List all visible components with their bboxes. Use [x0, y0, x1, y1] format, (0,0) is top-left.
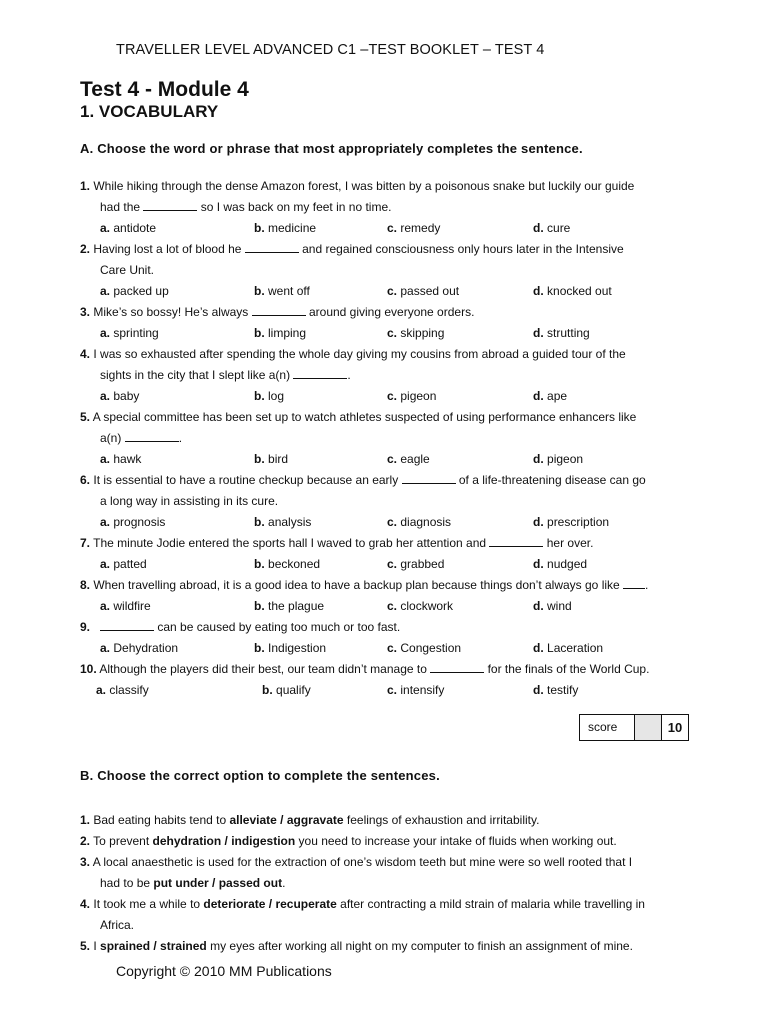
option-c[interactable]: c. grabbed [387, 557, 445, 571]
score-label: score [580, 715, 635, 740]
question-number: 8. [80, 578, 91, 592]
options-row [80, 386, 690, 407]
question-number: 5. [80, 410, 91, 424]
question-text: Having lost a lot of blood he [93, 242, 245, 256]
question-text: Care Unit. [100, 263, 155, 277]
question-text: my eyes after working all night on my computer to finish an assignment of mine. [206, 939, 633, 953]
option-d[interactable]: d. Laceration [533, 641, 604, 655]
question-text: I was so exhausted after spending the whole day giving my cousins from abroad a guided tour of the [93, 347, 626, 361]
option-a[interactable]: a. hawk [100, 452, 142, 466]
question-b2 [80, 831, 690, 852]
option-d[interactable]: d. nudged [533, 557, 588, 571]
question-number: 1. [80, 813, 91, 827]
option-a[interactable]: a. packed up [100, 284, 169, 298]
options-row [80, 596, 690, 617]
answer-blank [125, 430, 179, 442]
question-text: can be caused by eating too much or too fast. [154, 620, 401, 634]
question-text: Africa. [100, 918, 135, 932]
section-title: 1. VOCABULARY [80, 102, 219, 121]
option-c[interactable]: c. clockwork [387, 599, 454, 613]
question-text: her over. [543, 536, 594, 550]
question-number: 3. [80, 305, 91, 319]
question-5 [80, 407, 690, 470]
question-number: 1. [80, 179, 91, 193]
option-d[interactable]: d. pigeon [533, 452, 584, 466]
answer-blank [252, 304, 306, 316]
question-text: had the [100, 200, 144, 214]
choice-pair[interactable]: put under / passed out [153, 876, 283, 890]
question-number: 4. [80, 897, 91, 911]
option-b[interactable]: b. Indigestion [254, 641, 327, 655]
question-text: had to be [100, 876, 154, 890]
option-c[interactable]: c. pigeon [387, 389, 437, 403]
option-b[interactable]: b. log [254, 389, 285, 403]
question-text: The minute Jodie entered the sports hall I waved to grab her attention and [93, 536, 490, 550]
test-title: Test 4 - Module 4 [80, 78, 249, 101]
question-10 [80, 659, 690, 701]
question-number: 10. [80, 662, 97, 676]
question-text: Mike’s so bossy! He’s always [93, 305, 252, 319]
question-6 [80, 470, 690, 533]
question-text: When travelling abroad, it is a good idea to have a backup plan because things don’t always go like [93, 578, 624, 592]
page-header: TRAVELLER LEVEL ADVANCED C1 –TEST BOOKLET – TEST 4 [116, 42, 545, 58]
option-a[interactable]: a. classify [96, 683, 149, 697]
option-b[interactable]: b. medicine [254, 221, 317, 235]
choice-pair[interactable]: deteriorate / recuperate [203, 897, 337, 911]
option-a[interactable]: a. prognosis [100, 515, 166, 529]
option-d[interactable]: d. prescription [533, 515, 610, 529]
question-number: 2. [80, 834, 91, 848]
section-a-instruction: A. Choose the word or phrase that most appropriately completes the sentence. [80, 141, 583, 156]
options-row [80, 323, 690, 344]
question-1 [80, 176, 690, 239]
question-text: A special committee has been set up to watch athletes suspected of using performance enhancers like [92, 410, 637, 424]
option-c[interactable]: c. intensify [387, 683, 445, 697]
option-d[interactable]: d. wind [533, 599, 572, 613]
score-input[interactable] [635, 715, 662, 740]
option-a[interactable]: a. patted [100, 557, 147, 571]
score-box [579, 714, 689, 741]
question-text: so I was back on my feet in no time. [197, 200, 392, 214]
question-text: Although the players did their best, our team didn’t manage to [99, 662, 431, 676]
answer-blank [489, 535, 543, 547]
options-row [80, 281, 690, 302]
question-number: 5. [80, 939, 91, 953]
option-c[interactable]: c. skipping [387, 326, 445, 340]
option-d[interactable]: d. ape [533, 389, 568, 403]
answer-blank [245, 241, 299, 253]
question-text: I [93, 939, 101, 953]
question-number: 2. [80, 242, 91, 256]
question-text: While hiking through the dense Amazon forest, I was bitten by a poisonous snake but luckily our guide [93, 179, 635, 193]
question-text: To prevent [93, 834, 153, 848]
options-row [80, 680, 690, 701]
option-d[interactable]: d. knocked out [533, 284, 612, 298]
option-c[interactable]: c. eagle [387, 452, 430, 466]
question-3 [80, 302, 690, 344]
choice-pair[interactable]: alleviate / aggravate [229, 813, 344, 827]
question-b3 [80, 852, 690, 894]
question-text: . [347, 368, 351, 382]
question-b1 [80, 810, 690, 831]
question-7 [80, 533, 690, 575]
choice-pair[interactable]: dehydration / indigestion [152, 834, 296, 848]
option-a[interactable]: a. Dehydration [100, 641, 179, 655]
question-8 [80, 575, 690, 617]
question-text: after contracting a mild strain of malaria while travelling in [336, 897, 645, 911]
question-text: Bad eating habits tend to [93, 813, 230, 827]
question-text: around giving everyone orders. [305, 305, 475, 319]
option-b[interactable]: b. limping [254, 326, 307, 340]
question-number: 7. [80, 536, 91, 550]
question-number: 6. [80, 473, 91, 487]
choice-pair[interactable]: sprained / strained [100, 939, 207, 953]
question-text: for the finals of the World Cup. [484, 662, 650, 676]
question-text: you need to increase your intake of fluids when working out. [295, 834, 617, 848]
question-text: of a life-threatening disease can go [455, 473, 646, 487]
question-text: . [645, 578, 649, 592]
option-b[interactable]: b. qualify [262, 683, 311, 697]
question-4 [80, 344, 690, 407]
answer-blank [430, 661, 484, 673]
option-d[interactable]: d. testify [533, 683, 579, 697]
option-d[interactable]: d. strutting [533, 326, 590, 340]
question-9 [80, 617, 690, 659]
option-c[interactable]: c. remedy [387, 221, 441, 235]
option-b[interactable]: b. the plague [254, 599, 325, 613]
answer-blank [100, 619, 154, 631]
question-text: It is essential to have a routine checkup because an early [93, 473, 402, 487]
section-a-questions [80, 176, 690, 701]
question-b5 [80, 936, 690, 957]
section-b-questions [80, 810, 690, 957]
option-b[interactable]: b. bird [254, 452, 289, 466]
options-row [80, 554, 690, 575]
option-c[interactable]: c. passed out [387, 284, 460, 298]
options-row [80, 218, 690, 239]
copyright-footer: Copyright © 2010 MM Publications [116, 963, 332, 979]
answer-blank [293, 367, 347, 379]
question-text: and regained consciousness only hours later in the Intensive [298, 242, 624, 256]
section-b-instruction: B. Choose the correct option to complete the sentences. [80, 768, 440, 783]
option-a[interactable]: a. wildfire [100, 599, 151, 613]
question-text: a long way in assisting in its cure. [100, 494, 279, 508]
option-a[interactable]: a. baby [100, 389, 140, 403]
question-number: 4. [80, 347, 91, 361]
score-total: 10 [667, 720, 683, 735]
question-text: . [282, 876, 286, 890]
question-text: sights in the city that I slept like a(n) [100, 368, 294, 382]
question-b4 [80, 894, 690, 936]
answer-blank [143, 199, 197, 211]
answer-blank [402, 472, 456, 484]
question-number: 9. [80, 620, 91, 634]
option-a[interactable]: a. antidote [100, 221, 157, 235]
option-c[interactable]: c. Congestion [387, 641, 462, 655]
options-row [80, 512, 690, 533]
option-b[interactable]: b. beckoned [254, 557, 321, 571]
question-text: feelings of exhaustion and irritability. [343, 813, 540, 827]
option-a[interactable]: a. sprinting [100, 326, 159, 340]
question-2 [80, 239, 690, 302]
question-text: a(n) [100, 431, 125, 445]
question-text: A local anaesthetic is used for the extraction of one’s wisdom teeth but mine were so well rooted that I [92, 855, 633, 869]
options-row [80, 449, 690, 470]
question-text: It took me a while to [93, 897, 204, 911]
options-row [80, 638, 690, 659]
option-b[interactable]: b. went off [254, 284, 310, 298]
option-c[interactable]: c. diagnosis [387, 515, 452, 529]
option-d[interactable]: d. cure [533, 221, 571, 235]
option-b[interactable]: b. analysis [254, 515, 312, 529]
answer-blank [623, 577, 645, 589]
question-text: . [178, 431, 183, 445]
question-number: 3. [80, 855, 91, 869]
